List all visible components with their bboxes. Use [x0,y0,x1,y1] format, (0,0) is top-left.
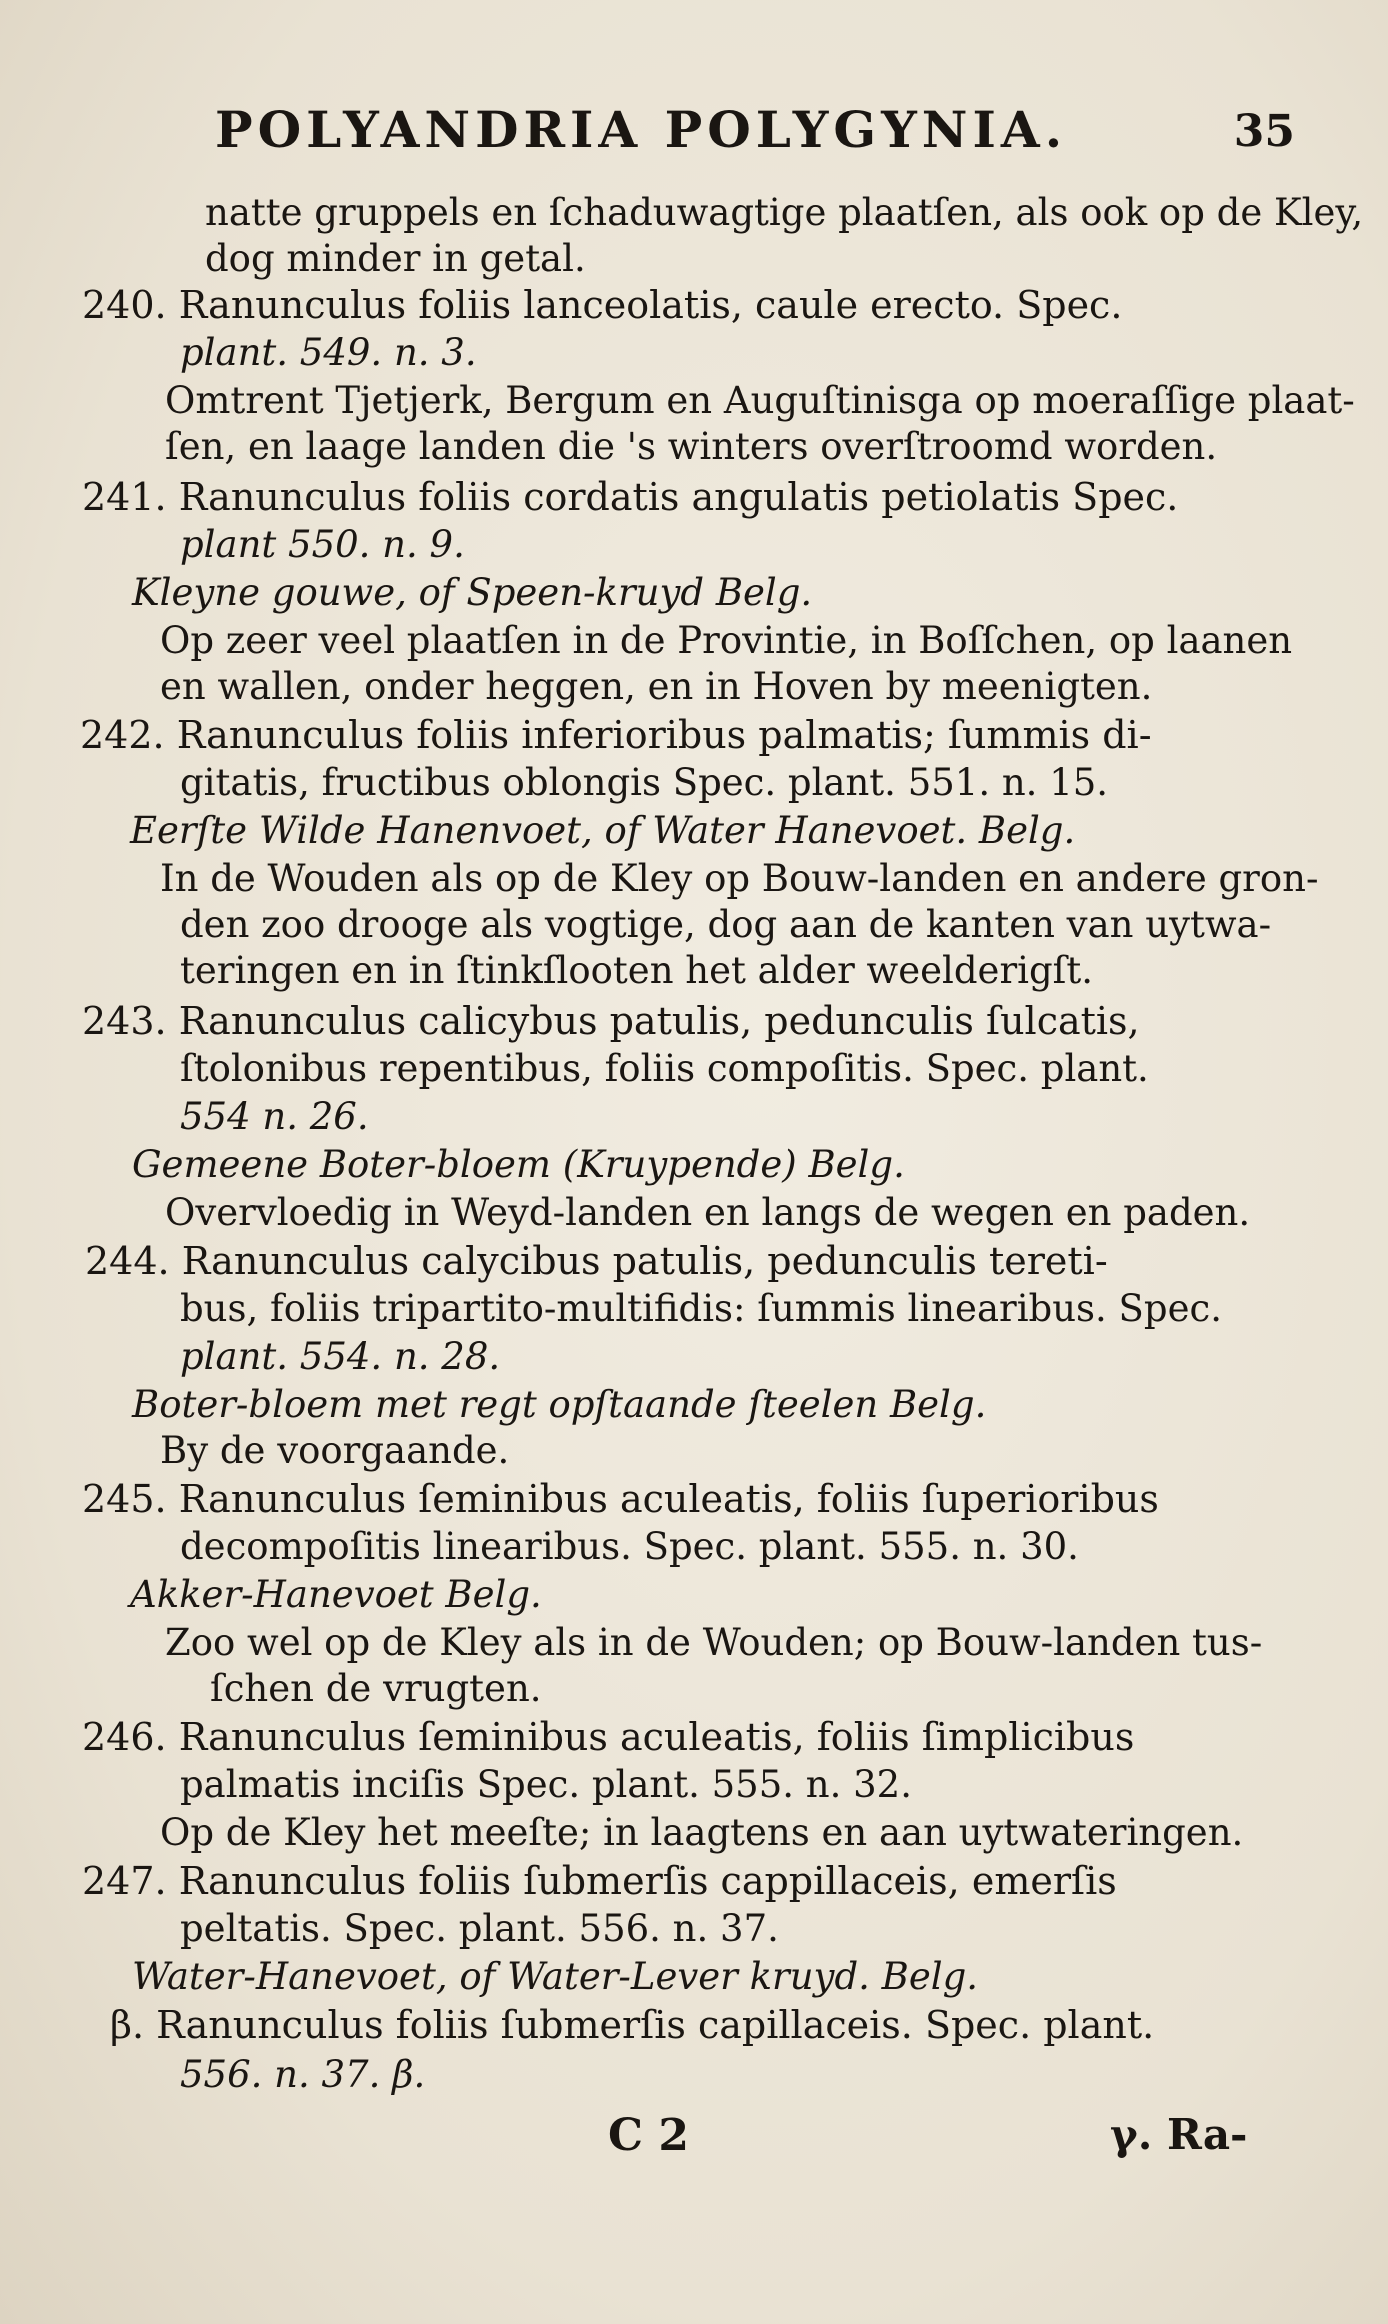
entry-line: plant. 549. n. 3. [180,331,477,374]
entry-line: plant. 554. n. 28. [180,1335,501,1378]
habitat-line: teringen en in ſtinkſlooten het alder weelderigſt. [180,949,1093,992]
entry-line: plant 550. n. 9. [180,523,465,566]
habitat-line: By de voorgaande. [160,1429,510,1472]
entry-line: 242. Ranunculus foliis inferioribus palmatis; ſummis di- [80,713,1152,757]
habitat-line: In de Wouden als op de Kley op Bouw-landen en andere gron- [160,857,1319,900]
vernacular-name: Akker-Hanevoet Belg. [130,1573,542,1616]
habitat-line: Op de Kley het meeſte; in laagtens en aan uytwateringen. [160,1811,1244,1854]
habitat-line: Zoo wel op de Kley als in de Wouden; op Bouw-landen tus- [165,1621,1263,1664]
entry-line: 556. n. 37. β. [180,2053,426,2096]
text-line: natte gruppels en ſchaduwagtige plaatſen, als ook op de Kley, [205,191,1364,234]
entry-line: 243. Ranunculus calicybus patulis, pedunculis ſulcatis, [82,999,1140,1043]
vernacular-name: Boter-bloem met regt opſtaande ſteelen Belg. [132,1383,987,1426]
entry-line: 240. Ranunculus foliis lanceolatis, caule erecto. Spec. [82,283,1123,327]
entry-line: decompoſitis linearibus. Spec. plant. 555. n. 30. [180,1525,1079,1568]
page-footer [0,2110,1388,2170]
habitat-line: Omtrent Tjetjerk, Bergum en Auguſtinisga op moeraſſige plaat- [165,379,1355,422]
entry-line: β. Ranunculus foliis ſubmerſis capillaceis. Spec. plant. [110,2003,1155,2047]
page-header [215,100,1295,170]
entry-line: ſtolonibus repentibus, foliis compoſitis. Spec. plant. [180,1047,1149,1090]
habitat-line: ſchen de vrugten. [210,1667,542,1710]
page-number: 35 [1233,106,1295,157]
habitat-line: ſen, en laage landen die 's winters overſtroomd worden. [165,425,1218,468]
catchword: γ. Ra- [1110,2110,1248,2159]
habitat-line: en wallen, onder heggen, en in Hoven by meenigten. [160,665,1153,708]
vernacular-name: Gemeene Boter-bloem (Kruypende) Belg. [132,1143,905,1186]
entry-line: bus, foliis tripartito-multifidis: ſummis linearibus. Spec. [180,1287,1222,1330]
vernacular-name: Water-Hanevoet, of Water-Lever kruyd. Belg. [132,1955,979,1998]
entry-line: peltatis. Spec. plant. 556. n. 37. [180,1907,779,1950]
entry-line: 246. Ranunculus ſeminibus aculeatis, foliis ſimplicibus [82,1715,1135,1759]
habitat-line: Op zeer veel plaatſen in de Provintie, in Boſſchen, op laanen [160,619,1293,662]
running-head: POLYANDRIA POLYGYNIA. [215,100,1068,159]
entry-line: 241. Ranunculus foliis cordatis angulatis petiolatis Spec. [82,475,1179,519]
habitat-line: den zoo drooge als vogtige, dog aan de kanten van uytwa- [180,903,1272,946]
entry-line: 244. Ranunculus calycibus patulis, pedunculis tereti- [85,1239,1108,1283]
entry-line: 554 n. 26. [180,1095,369,1138]
vernacular-name: Eerſte Wilde Hanenvoet, of Water Hanevoet. Belg. [130,809,1076,852]
habitat-line: Overvloedig in Weyd-landen en langs de wegen en paden. [165,1191,1251,1234]
signature-mark: C 2 [608,2110,689,2161]
entry-line: palmatis inciſis Spec. plant. 555. n. 32. [180,1763,912,1806]
vernacular-name: Kleyne gouwe, of Speen-kruyd Belg. [132,571,813,614]
entry-line: gitatis, fructibus oblongis Spec. plant. 551. n. 15. [180,761,1109,804]
entry-line: 247. Ranunculus foliis ſubmerſis cappillaceis, emerſis [82,1859,1117,1903]
text-line: dog minder in getal. [205,237,586,280]
entry-line: 245. Ranunculus ſeminibus aculeatis, foliis ſuperioribus [82,1477,1159,1521]
